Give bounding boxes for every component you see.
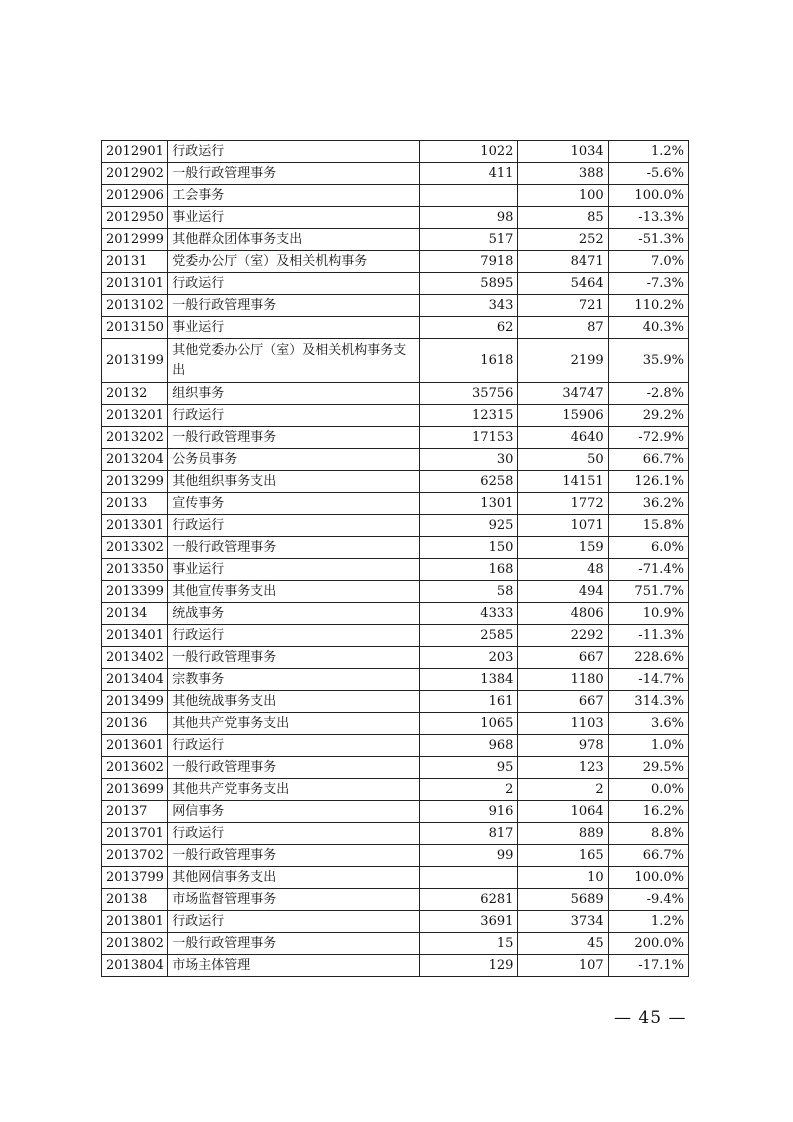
row-change-pct-cell: 15.8% [608, 515, 688, 537]
row-code-cell: 2012906 [102, 185, 168, 207]
row-code-cell: 2012902 [102, 163, 168, 185]
row-change-pct-cell: 228.6% [608, 647, 688, 669]
row-change-pct-cell: -71.4% [608, 559, 688, 581]
row-change-pct-cell: 16.2% [608, 801, 688, 823]
row-change-pct-cell: -13.3% [608, 207, 688, 229]
row-code-cell: 2013201 [102, 405, 168, 427]
row-value-curr-cell: 1772 [518, 493, 608, 515]
row-value-prev-cell: 7918 [420, 251, 518, 273]
row-name-cell: 一般行政管理事务 [168, 537, 420, 559]
table-row [102, 471, 689, 493]
table-row [102, 669, 689, 691]
row-value-curr-cell: 165 [518, 845, 608, 867]
row-value-prev-cell: 95 [420, 757, 518, 779]
row-change-pct-cell: 1.2% [608, 911, 688, 933]
table-row [102, 625, 689, 647]
row-code-cell: 2013150 [102, 317, 168, 339]
row-code-cell: 2013802 [102, 933, 168, 955]
row-code-cell: 20134 [102, 603, 168, 625]
table-row [102, 801, 689, 823]
row-change-pct-cell: -7.3% [608, 273, 688, 295]
row-value-prev-cell: 1022 [420, 141, 518, 163]
table-row [102, 405, 689, 427]
row-name-cell: 行政运行 [168, 625, 420, 647]
row-name-cell: 其他群众团体事务支出 [168, 229, 420, 251]
row-name-cell: 组织事务 [168, 383, 420, 405]
row-code-cell: 2013101 [102, 273, 168, 295]
row-change-pct-cell: 29.2% [608, 405, 688, 427]
row-change-pct-cell: 6.0% [608, 537, 688, 559]
row-value-curr-cell: 388 [518, 163, 608, 185]
row-value-prev-cell: 1384 [420, 669, 518, 691]
table-row [102, 889, 689, 911]
table-row [102, 317, 689, 339]
row-value-curr-cell: 667 [518, 691, 608, 713]
row-name-cell: 工会事务 [168, 185, 420, 207]
table-row [102, 691, 689, 713]
table-body [102, 141, 689, 977]
row-name-cell: 行政运行 [168, 405, 420, 427]
row-name-cell: 行政运行 [168, 823, 420, 845]
row-value-prev-cell: 129 [420, 955, 518, 977]
row-name-cell: 行政运行 [168, 141, 420, 163]
row-value-curr-cell: 159 [518, 537, 608, 559]
row-value-prev-cell: 2585 [420, 625, 518, 647]
row-code-cell: 2013302 [102, 537, 168, 559]
row-value-prev-cell: 2 [420, 779, 518, 801]
row-value-prev-cell: 161 [420, 691, 518, 713]
row-code-cell: 20136 [102, 713, 168, 735]
row-change-pct-cell: 100.0% [608, 185, 688, 207]
row-name-cell: 一般行政管理事务 [168, 933, 420, 955]
table-row [102, 163, 689, 185]
row-value-prev-cell: 6258 [420, 471, 518, 493]
row-change-pct-cell: 8.8% [608, 823, 688, 845]
row-code-cell: 2013801 [102, 911, 168, 933]
row-value-prev-cell: 968 [420, 735, 518, 757]
row-value-curr-cell: 87 [518, 317, 608, 339]
row-change-pct-cell: 1.0% [608, 735, 688, 757]
row-value-curr-cell: 1064 [518, 801, 608, 823]
table-row [102, 823, 689, 845]
row-name-cell: 一般行政管理事务 [168, 163, 420, 185]
row-name-cell: 市场主体管理 [168, 955, 420, 977]
row-value-curr-cell: 8471 [518, 251, 608, 273]
row-value-curr-cell: 50 [518, 449, 608, 471]
table-row [102, 779, 689, 801]
row-value-curr-cell: 34747 [518, 383, 608, 405]
row-value-prev-cell: 98 [420, 207, 518, 229]
row-value-prev-cell: 30 [420, 449, 518, 471]
row-name-cell: 其他网信事务支出 [168, 867, 420, 889]
row-code-cell: 2013799 [102, 867, 168, 889]
table-row [102, 339, 689, 383]
row-code-cell: 2013202 [102, 427, 168, 449]
table-row [102, 295, 689, 317]
row-code-cell: 2013299 [102, 471, 168, 493]
row-value-prev-cell [420, 867, 518, 889]
row-change-pct-cell: 110.2% [608, 295, 688, 317]
row-code-cell: 2013204 [102, 449, 168, 471]
row-name-cell: 事业运行 [168, 207, 420, 229]
row-value-prev-cell: 6281 [420, 889, 518, 911]
row-value-prev-cell: 517 [420, 229, 518, 251]
table-row [102, 185, 689, 207]
table-row [102, 515, 689, 537]
table-row [102, 735, 689, 757]
table-row [102, 207, 689, 229]
row-value-prev-cell: 925 [420, 515, 518, 537]
row-change-pct-cell: 126.1% [608, 471, 688, 493]
row-value-curr-cell: 100 [518, 185, 608, 207]
row-value-curr-cell: 494 [518, 581, 608, 603]
row-name-cell: 其他共产党事务支出 [168, 713, 420, 735]
row-value-prev-cell: 5895 [420, 273, 518, 295]
row-value-curr-cell: 5464 [518, 273, 608, 295]
row-value-curr-cell: 2199 [518, 339, 608, 383]
row-name-cell: 其他共产党事务支出 [168, 779, 420, 801]
row-code-cell: 2013804 [102, 955, 168, 977]
row-code-cell: 20132 [102, 383, 168, 405]
row-value-curr-cell: 2 [518, 779, 608, 801]
row-value-prev-cell: 15 [420, 933, 518, 955]
row-change-pct-cell: 0.0% [608, 779, 688, 801]
row-name-cell: 事业运行 [168, 317, 420, 339]
row-value-prev-cell: 1618 [420, 339, 518, 383]
row-value-curr-cell: 1034 [518, 141, 608, 163]
table-row [102, 933, 689, 955]
row-name-cell: 一般行政管理事务 [168, 295, 420, 317]
row-value-prev-cell: 916 [420, 801, 518, 823]
row-name-cell: 行政运行 [168, 735, 420, 757]
row-code-cell: 2013401 [102, 625, 168, 647]
row-change-pct-cell: 7.0% [608, 251, 688, 273]
row-value-prev-cell: 62 [420, 317, 518, 339]
budget-table [101, 140, 689, 977]
row-value-prev-cell: 168 [420, 559, 518, 581]
row-value-prev-cell: 3691 [420, 911, 518, 933]
table-row [102, 141, 689, 163]
row-change-pct-cell: -9.4% [608, 889, 688, 911]
row-value-curr-cell: 45 [518, 933, 608, 955]
row-name-cell: 其他党委办公厅（室）及相关机构事务支出 [168, 339, 420, 383]
row-value-prev-cell: 150 [420, 537, 518, 559]
row-value-curr-cell: 978 [518, 735, 608, 757]
table-row [102, 713, 689, 735]
row-name-cell: 一般行政管理事务 [168, 757, 420, 779]
row-code-cell: 20131 [102, 251, 168, 273]
table-row [102, 383, 689, 405]
row-value-curr-cell: 1071 [518, 515, 608, 537]
row-code-cell: 2013602 [102, 757, 168, 779]
table-row [102, 449, 689, 471]
table-row [102, 911, 689, 933]
row-value-curr-cell: 123 [518, 757, 608, 779]
row-value-curr-cell: 721 [518, 295, 608, 317]
row-name-cell: 一般行政管理事务 [168, 427, 420, 449]
table-row [102, 757, 689, 779]
row-value-prev-cell: 99 [420, 845, 518, 867]
row-code-cell: 2013301 [102, 515, 168, 537]
row-name-cell: 其他统战事务支出 [168, 691, 420, 713]
row-value-prev-cell: 203 [420, 647, 518, 669]
row-code-cell: 2013399 [102, 581, 168, 603]
table-row [102, 537, 689, 559]
row-code-cell: 2013499 [102, 691, 168, 713]
row-change-pct-cell: 66.7% [608, 449, 688, 471]
row-change-pct-cell: -14.7% [608, 669, 688, 691]
table-row [102, 581, 689, 603]
row-value-curr-cell: 48 [518, 559, 608, 581]
row-name-cell: 一般行政管理事务 [168, 647, 420, 669]
row-value-curr-cell: 14151 [518, 471, 608, 493]
row-change-pct-cell: 35.9% [608, 339, 688, 383]
row-name-cell: 其他宣传事务支出 [168, 581, 420, 603]
row-value-curr-cell: 889 [518, 823, 608, 845]
row-change-pct-cell: 751.7% [608, 581, 688, 603]
row-change-pct-cell: -17.1% [608, 955, 688, 977]
row-value-prev-cell: 12315 [420, 405, 518, 427]
row-change-pct-cell: 200.0% [608, 933, 688, 955]
row-code-cell: 20137 [102, 801, 168, 823]
row-name-cell: 行政运行 [168, 273, 420, 295]
row-code-cell: 2013102 [102, 295, 168, 317]
row-name-cell: 网信事务 [168, 801, 420, 823]
row-value-prev-cell: 17153 [420, 427, 518, 449]
row-value-prev-cell: 1065 [420, 713, 518, 735]
row-code-cell: 2013404 [102, 669, 168, 691]
row-code-cell: 2013402 [102, 647, 168, 669]
row-value-curr-cell: 3734 [518, 911, 608, 933]
row-change-pct-cell: -72.9% [608, 427, 688, 449]
row-change-pct-cell: 66.7% [608, 845, 688, 867]
row-value-curr-cell: 2292 [518, 625, 608, 647]
row-name-cell: 行政运行 [168, 911, 420, 933]
row-value-prev-cell [420, 185, 518, 207]
table-row [102, 251, 689, 273]
row-value-prev-cell: 817 [420, 823, 518, 845]
table-row [102, 559, 689, 581]
row-value-curr-cell: 4806 [518, 603, 608, 625]
row-code-cell: 2013350 [102, 559, 168, 581]
row-change-pct-cell: 100.0% [608, 867, 688, 889]
row-code-cell: 2013702 [102, 845, 168, 867]
table-row [102, 273, 689, 295]
table-row [102, 955, 689, 977]
row-value-curr-cell: 15906 [518, 405, 608, 427]
row-name-cell: 统战事务 [168, 603, 420, 625]
row-code-cell: 20133 [102, 493, 168, 515]
row-name-cell: 宣传事务 [168, 493, 420, 515]
table-row [102, 603, 689, 625]
row-code-cell: 2013199 [102, 339, 168, 383]
row-change-pct-cell: 36.2% [608, 493, 688, 515]
table-row [102, 493, 689, 515]
row-change-pct-cell: -51.3% [608, 229, 688, 251]
row-name-cell: 其他组织事务支出 [168, 471, 420, 493]
row-code-cell: 2013701 [102, 823, 168, 845]
row-value-curr-cell: 252 [518, 229, 608, 251]
table-row [102, 229, 689, 251]
row-value-curr-cell: 10 [518, 867, 608, 889]
row-code-cell: 2013601 [102, 735, 168, 757]
row-change-pct-cell: 10.9% [608, 603, 688, 625]
row-change-pct-cell: 3.6% [608, 713, 688, 735]
table-row [102, 845, 689, 867]
row-change-pct-cell: -5.6% [608, 163, 688, 185]
row-value-prev-cell: 411 [420, 163, 518, 185]
row-code-cell: 2013699 [102, 779, 168, 801]
row-change-pct-cell: 29.5% [608, 757, 688, 779]
table-row [102, 647, 689, 669]
row-name-cell: 市场监督管理事务 [168, 889, 420, 911]
row-name-cell: 行政运行 [168, 515, 420, 537]
row-change-pct-cell: 1.2% [608, 141, 688, 163]
row-value-curr-cell: 107 [518, 955, 608, 977]
row-value-curr-cell: 1103 [518, 713, 608, 735]
row-name-cell: 一般行政管理事务 [168, 845, 420, 867]
row-name-cell: 事业运行 [168, 559, 420, 581]
row-value-prev-cell: 35756 [420, 383, 518, 405]
row-value-curr-cell: 4640 [518, 427, 608, 449]
row-change-pct-cell: 40.3% [608, 317, 688, 339]
row-code-cell: 2012901 [102, 141, 168, 163]
row-value-curr-cell: 1180 [518, 669, 608, 691]
page-number: — 45 — [614, 1008, 687, 1028]
row-value-prev-cell: 4333 [420, 603, 518, 625]
row-value-prev-cell: 1301 [420, 493, 518, 515]
table-row [102, 867, 689, 889]
row-value-prev-cell: 343 [420, 295, 518, 317]
row-change-pct-cell: -11.3% [608, 625, 688, 647]
row-change-pct-cell: 314.3% [608, 691, 688, 713]
row-code-cell: 2012999 [102, 229, 168, 251]
row-name-cell: 党委办公厅（室）及相关机构事务 [168, 251, 420, 273]
row-value-curr-cell: 5689 [518, 889, 608, 911]
row-change-pct-cell: -2.8% [608, 383, 688, 405]
row-name-cell: 公务员事务 [168, 449, 420, 471]
table-row [102, 427, 689, 449]
row-code-cell: 20138 [102, 889, 168, 911]
row-value-curr-cell: 85 [518, 207, 608, 229]
row-value-prev-cell: 58 [420, 581, 518, 603]
row-code-cell: 2012950 [102, 207, 168, 229]
row-value-curr-cell: 667 [518, 647, 608, 669]
row-name-cell: 宗教事务 [168, 669, 420, 691]
